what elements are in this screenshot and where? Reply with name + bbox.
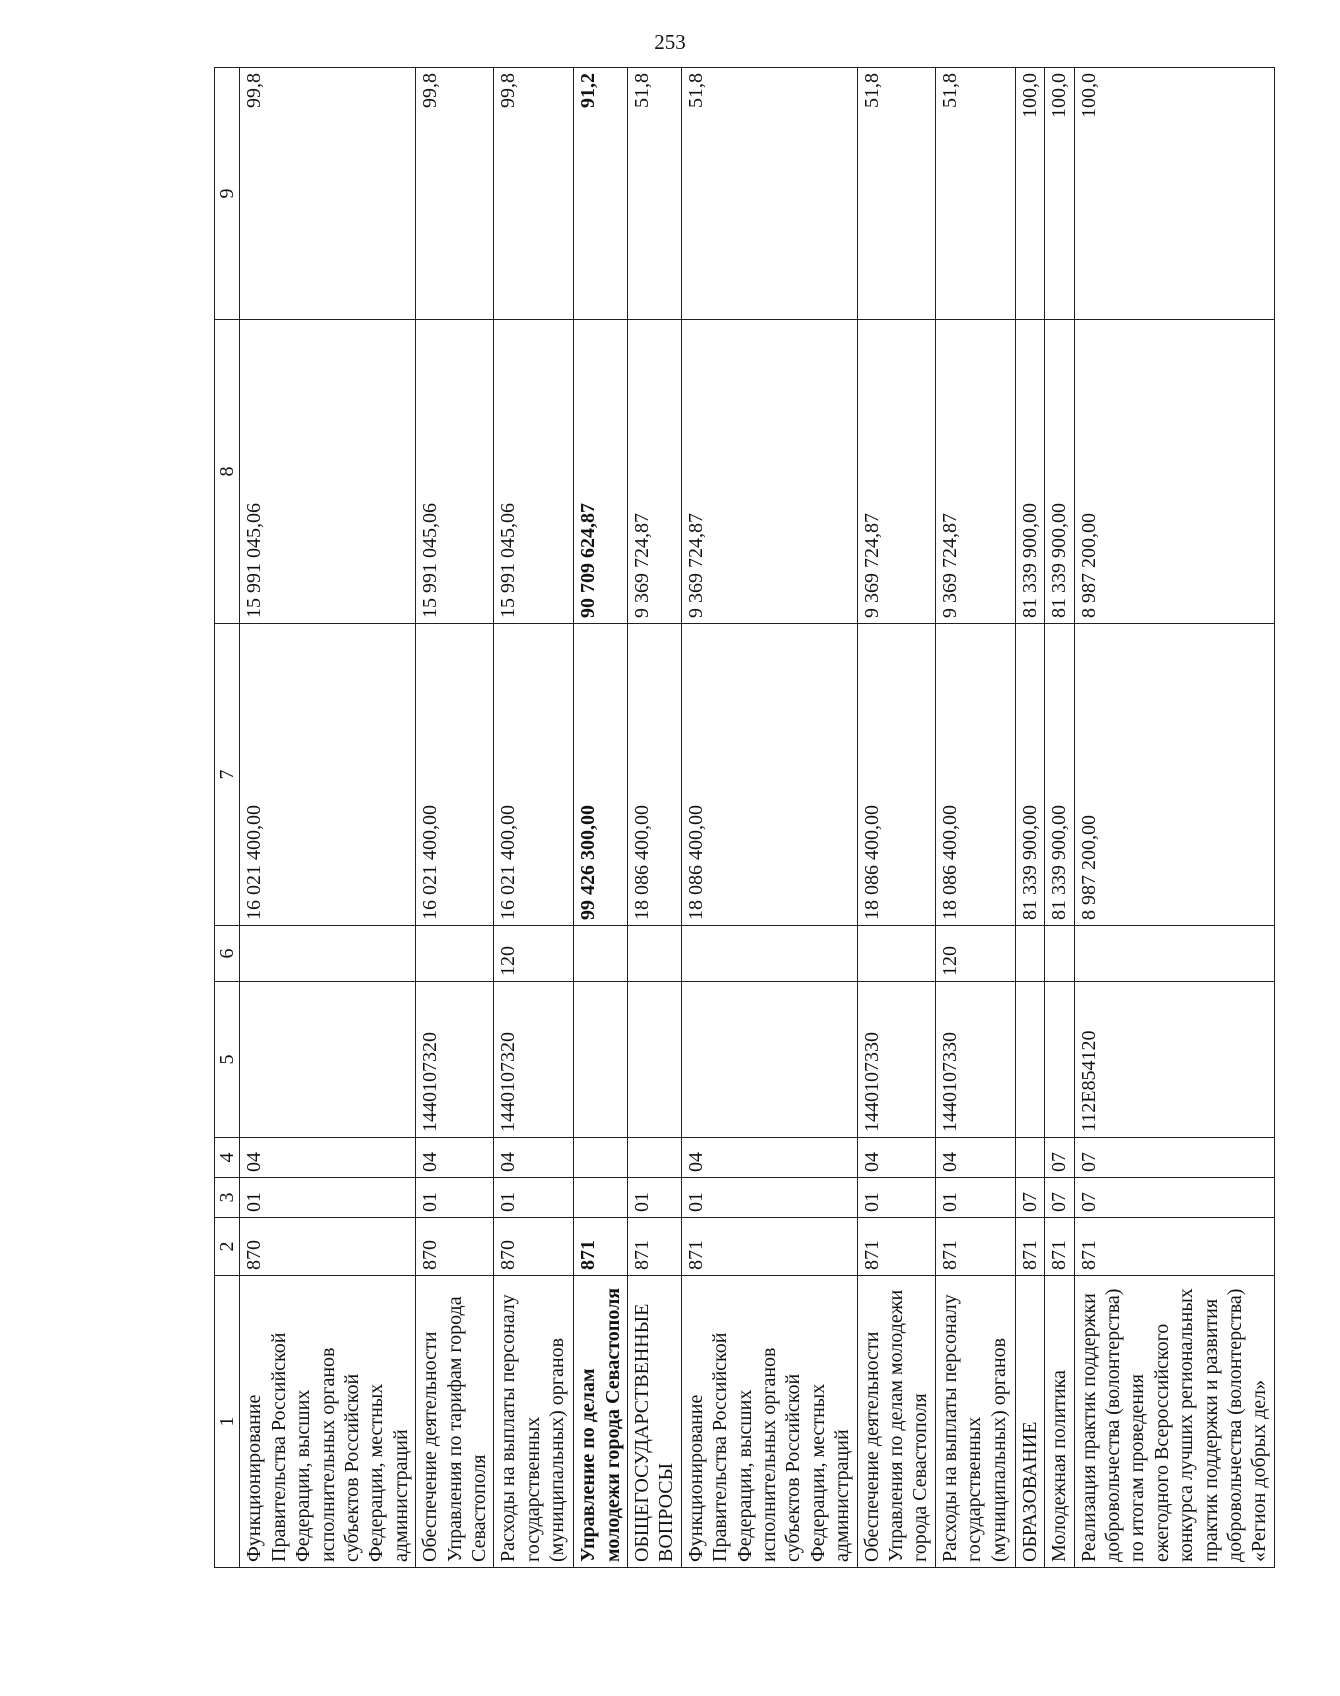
row-expense-type (681, 926, 857, 982)
row-actual-amount: 9 369 724,87 (628, 320, 682, 624)
row-expense-type (1045, 926, 1074, 982)
row-target-code (681, 982, 857, 1138)
row-section-code (574, 1178, 628, 1218)
row-section-code: 01 (494, 1178, 574, 1218)
table-row (1015, 68, 1044, 1568)
row-actual-amount: 15 991 045,06 (240, 320, 416, 624)
row-actual-amount: 15 991 045,06 (494, 320, 574, 624)
row-name: Молодежная политика (1045, 1276, 1074, 1568)
row-target-code: 1440107330 (935, 982, 1015, 1138)
table-row (1045, 68, 1074, 1568)
row-name: Функционирование Правительства Российской Федерации, высших исполнительных органов субъектов Российской Федерации, местных администраций (240, 1276, 416, 1568)
row-percent: 51,8 (857, 68, 935, 320)
row-admin-code: 871 (857, 1218, 935, 1276)
row-planned-amount: 18 086 400,00 (681, 624, 857, 926)
row-subsection-code: 04 (935, 1138, 1015, 1178)
row-planned-amount: 18 086 400,00 (628, 624, 682, 926)
header-col-2: 2 (215, 1218, 240, 1276)
row-section-code: 07 (1074, 1178, 1274, 1218)
row-name: Обеспечение деятельности Управления по тарифам города Севастополя (416, 1276, 494, 1568)
row-actual-amount: 8 987 200,00 (1074, 320, 1274, 624)
table-row-bold (574, 68, 628, 1568)
page-number: 253 (654, 30, 686, 54)
row-planned-amount: 18 086 400,00 (935, 624, 1015, 926)
row-percent: 91,2 (574, 68, 628, 320)
row-expense-type: 120 (494, 926, 574, 982)
row-admin-code: 870 (416, 1218, 494, 1276)
row-subsection-code: 04 (240, 1138, 416, 1178)
header-col-8: 8 (215, 320, 240, 624)
row-subsection-code: 04 (857, 1138, 935, 1178)
row-actual-amount: 81 339 900,00 (1015, 320, 1044, 624)
row-section-code: 01 (681, 1178, 857, 1218)
table-body (240, 68, 1274, 1568)
row-name: Расходы на выплаты персоналу государственных (муниципальных) органов (935, 1276, 1015, 1568)
table-row (416, 68, 494, 1568)
row-actual-amount: 9 369 724,87 (681, 320, 857, 624)
row-subsection-code (574, 1138, 628, 1178)
row-section-code: 01 (240, 1178, 416, 1218)
row-target-code: 1440107330 (857, 982, 935, 1138)
header-col-5: 5 (215, 982, 240, 1138)
row-name: ОБРАЗОВАНИЕ (1015, 1276, 1044, 1568)
row-name: Обеспечение деятельности Управления по делам молодежи города Севастополя (857, 1276, 935, 1568)
row-subsection-code: 07 (1045, 1138, 1074, 1178)
row-subsection-code: 04 (681, 1138, 857, 1178)
row-actual-amount: 9 369 724,87 (935, 320, 1015, 624)
row-target-code: 1440107320 (416, 982, 494, 1138)
row-subsection-code: 04 (416, 1138, 494, 1178)
row-admin-code: 871 (935, 1218, 1015, 1276)
row-target-code (628, 982, 682, 1138)
row-target-code (1045, 982, 1074, 1138)
row-section-code: 01 (935, 1178, 1015, 1218)
row-actual-amount: 9 369 724,87 (857, 320, 935, 624)
row-name: Управление по делам молодежи города Севастополя (574, 1276, 628, 1568)
row-percent: 51,8 (681, 68, 857, 320)
row-planned-amount: 16 021 400,00 (416, 624, 494, 926)
header-col-9: 9 (215, 68, 240, 320)
row-expense-type (574, 926, 628, 982)
row-section-code: 07 (1015, 1178, 1044, 1218)
row-subsection-code (628, 1138, 682, 1178)
row-name: ОБЩЕГОСУДАРСТВЕННЫЕ ВОПРОСЫ (628, 1276, 682, 1568)
row-admin-code: 871 (681, 1218, 857, 1276)
header-col-4: 4 (215, 1138, 240, 1178)
row-percent: 51,8 (628, 68, 682, 320)
row-actual-amount: 90 709 624,87 (574, 320, 628, 624)
row-section-code: 07 (1045, 1178, 1074, 1218)
row-percent: 99,8 (240, 68, 416, 320)
table-row (935, 68, 1015, 1568)
header-col-1: 1 (215, 1276, 240, 1568)
row-expense-type (240, 926, 416, 982)
row-actual-amount: 15 991 045,06 (416, 320, 494, 624)
row-expense-type (857, 926, 935, 982)
row-planned-amount: 16 021 400,00 (240, 624, 416, 926)
row-subsection-code: 07 (1074, 1138, 1274, 1178)
header-row (215, 68, 240, 1568)
budget-table (214, 67, 1275, 1568)
row-admin-code: 870 (494, 1218, 574, 1276)
row-percent: 100,0 (1074, 68, 1274, 320)
row-planned-amount: 18 086 400,00 (857, 624, 935, 926)
row-percent: 51,8 (935, 68, 1015, 320)
row-actual-amount: 81 339 900,00 (1045, 320, 1074, 624)
row-target-code (240, 982, 416, 1138)
table-row (628, 68, 682, 1568)
row-admin-code: 870 (240, 1218, 416, 1276)
row-expense-type (1015, 926, 1044, 982)
table-row (681, 68, 857, 1568)
row-percent: 99,8 (494, 68, 574, 320)
row-admin-code: 871 (1015, 1218, 1044, 1276)
row-admin-code: 871 (574, 1218, 628, 1276)
header-col-3: 3 (215, 1178, 240, 1218)
row-section-code: 01 (416, 1178, 494, 1218)
row-admin-code: 871 (1074, 1218, 1274, 1276)
table-row (240, 68, 416, 1568)
row-expense-type (1074, 926, 1274, 982)
row-percent: 100,0 (1045, 68, 1074, 320)
row-admin-code: 871 (1045, 1218, 1074, 1276)
row-planned-amount: 8 987 200,00 (1074, 624, 1274, 926)
table-row (494, 68, 574, 1568)
table-row (1074, 68, 1274, 1568)
row-percent: 100,0 (1015, 68, 1044, 320)
row-name: Реализация практик поддержки добровольчества (волонтерства) по итогам проведения ежегодного Всероссийского конкурса лучших региональных практик поддержки и развития добровольчества (волонтерства) «Регион добрых дел» (1074, 1276, 1274, 1568)
row-planned-amount: 81 339 900,00 (1015, 624, 1044, 926)
row-planned-amount: 99 426 300,00 (574, 624, 628, 926)
header-col-6: 6 (215, 926, 240, 982)
row-planned-amount: 81 339 900,00 (1045, 624, 1074, 926)
row-subsection-code: 04 (494, 1138, 574, 1178)
row-section-code: 01 (857, 1178, 935, 1218)
row-subsection-code (1015, 1138, 1044, 1178)
row-name: Функционирование Правительства Российской Федерации, высших исполнительных органов субъектов Российской Федерации, местных администраций (681, 1276, 857, 1568)
table-row (857, 68, 935, 1568)
header-col-7: 7 (215, 624, 240, 926)
rotated-table-container (214, 73, 1271, 1568)
row-planned-amount: 16 021 400,00 (494, 624, 574, 926)
row-target-code: 1440107320 (494, 982, 574, 1138)
row-expense-type (416, 926, 494, 982)
row-admin-code: 871 (628, 1218, 682, 1276)
row-expense-type (628, 926, 682, 982)
row-name: Расходы на выплаты персоналу государственных (муниципальных) органов (494, 1276, 574, 1568)
row-percent: 99,8 (416, 68, 494, 320)
row-target-code: 112E854120 (1074, 982, 1274, 1138)
row-target-code (574, 982, 628, 1138)
row-target-code (1015, 982, 1044, 1138)
row-section-code: 01 (628, 1178, 682, 1218)
row-expense-type: 120 (935, 926, 1015, 982)
